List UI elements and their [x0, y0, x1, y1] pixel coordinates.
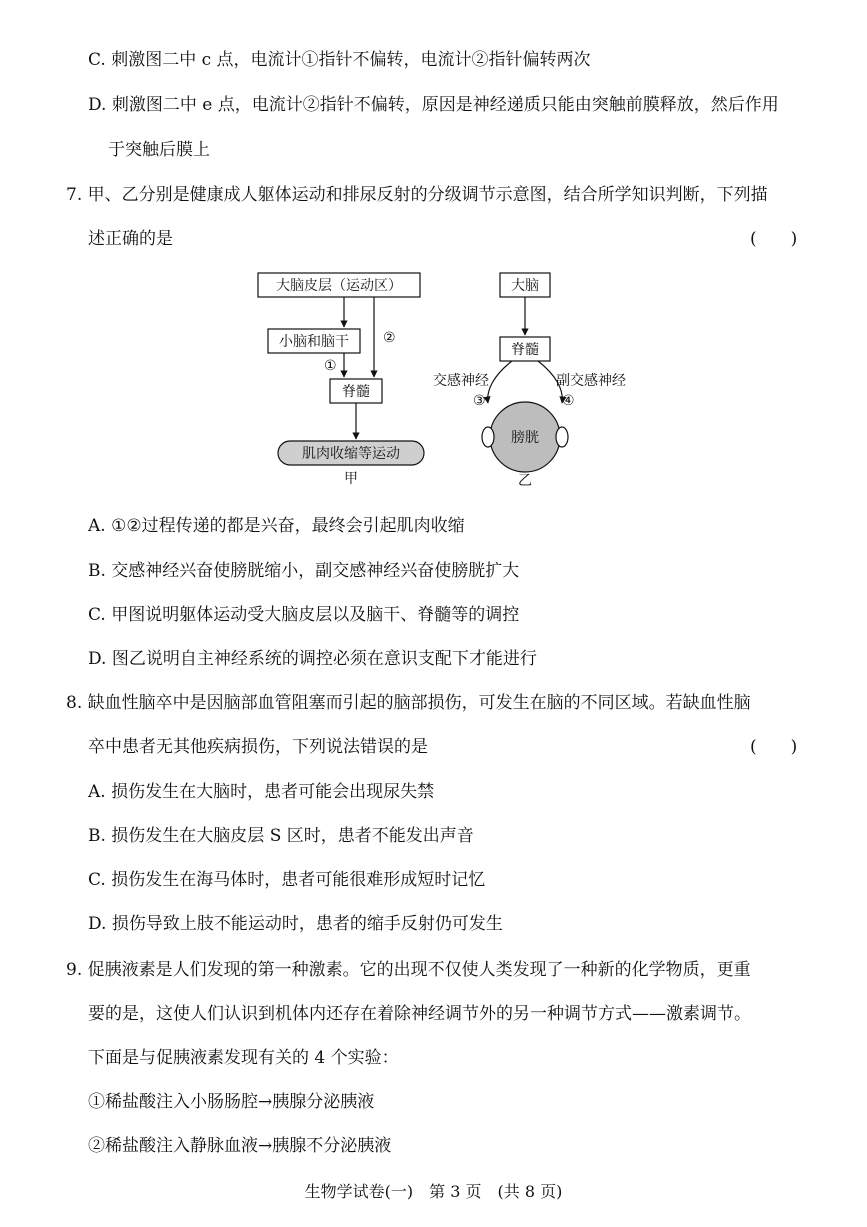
q9-experiment-2: ②稀盐酸注入静脉血液→胰腺不分泌胰液: [88, 1136, 392, 1156]
q7-stem-line2: 述正确的是: [88, 229, 173, 249]
prev-option-c: C. 刺激图二中 c 点，电流计①指针不偏转，电流计②指针偏转两次: [88, 50, 591, 70]
q9-stem-line3: 下面是与促胰液素发现有关的 4 个实验：: [88, 1048, 399, 1068]
box-spinal-yi-label: 脊髓: [511, 342, 539, 358]
q9-experiment-1: ①稀盐酸注入小肠肠腔→胰腺分泌胰液: [88, 1092, 375, 1112]
caption-yi: 乙: [518, 473, 532, 489]
q8-option-d: D. 损伤导致上肢不能运动时，患者的缩手反射仍可发生: [88, 914, 503, 934]
label-sympathetic: 交感神经: [433, 373, 489, 389]
diagram-jia: [258, 273, 424, 487]
box-brain-label: 大脑: [511, 278, 539, 294]
bladder-label: 膀胱: [511, 430, 539, 446]
q9-stem-line2: 要的是，这使人们认识到机体内还存在着除神经调节外的另一种调节方式——激素调节。: [88, 1004, 751, 1024]
arrow-sympathetic: [488, 361, 512, 403]
q8-answer-paren: ( ): [750, 737, 798, 757]
label-1: ①: [324, 358, 337, 374]
q8-option-a: A. 损伤发生在大脑时，患者可能会出现尿失禁: [88, 782, 435, 802]
box-cortex-label: 大脑皮层（运动区）: [276, 278, 402, 294]
q9-stem-line1: 9. 促胰液素是人们发现的第一种激素。它的出现不仅使人类发现了一种新的化学物质，更重: [66, 960, 751, 980]
box-muscle-label: 肌肉收缩等运动: [302, 446, 400, 462]
q8-stem-line2: 卒中患者无其他疾病损伤，下列说法错误的是: [88, 737, 428, 757]
q8-option-b: B. 损伤发生在大脑皮层 S 区时，患者不能发出声音: [88, 826, 474, 846]
caption-jia: 甲: [344, 471, 358, 487]
q7-option-b: B. 交感神经兴奋使膀胱缩小，副交感神经兴奋使膀胱扩大: [88, 561, 520, 581]
diagram-yi: [433, 273, 626, 489]
q7-answer-paren: ( ): [750, 229, 798, 249]
page-footer: 生物学试卷(一) 第 3 页 (共 8 页): [304, 1182, 563, 1201]
box-cerebellum-label: 小脑和脑干: [279, 334, 349, 350]
prev-option-d-line2: 于突触后膜上: [108, 140, 210, 160]
label-2: ②: [383, 330, 396, 346]
q8-stem-line1: 8. 缺血性脑卒中是因脑部血管阻塞而引起的脑部损伤，可发生在脑的不同区域。若缺血性脑: [66, 693, 751, 713]
q7-option-d: D. 图乙说明自主神经系统的调控必须在意识支配下才能进行: [88, 649, 537, 669]
label-parasympathetic: 副交感神经: [556, 373, 626, 389]
q7-figure: [250, 265, 650, 490]
q7-option-a: A. ①②过程传递的都是兴奋，最终会引起肌肉收缩: [88, 516, 465, 536]
ganglion-right: [556, 427, 568, 447]
q8-option-c: C. 损伤发生在海马体时，患者可能很难形成短时记忆: [88, 870, 486, 890]
q7-stem-line1: 7. 甲、乙分别是健康成人躯体运动和排尿反射的分级调节示意图，结合所学知识判断，下列描: [66, 185, 768, 205]
ganglion-left: [482, 427, 494, 447]
label-4: ④: [562, 393, 575, 409]
q7-option-c: C. 甲图说明躯体运动受大脑皮层以及脑干、脊髓等的调控: [88, 605, 520, 625]
label-3: ③: [473, 393, 486, 409]
box-spinal-jia-label: 脊髓: [342, 384, 370, 400]
prev-option-d-line1: D. 刺激图二中 e 点，电流计②指针不偏转，原因是神经递质只能由突触前膜释放，然后作用: [88, 95, 779, 115]
